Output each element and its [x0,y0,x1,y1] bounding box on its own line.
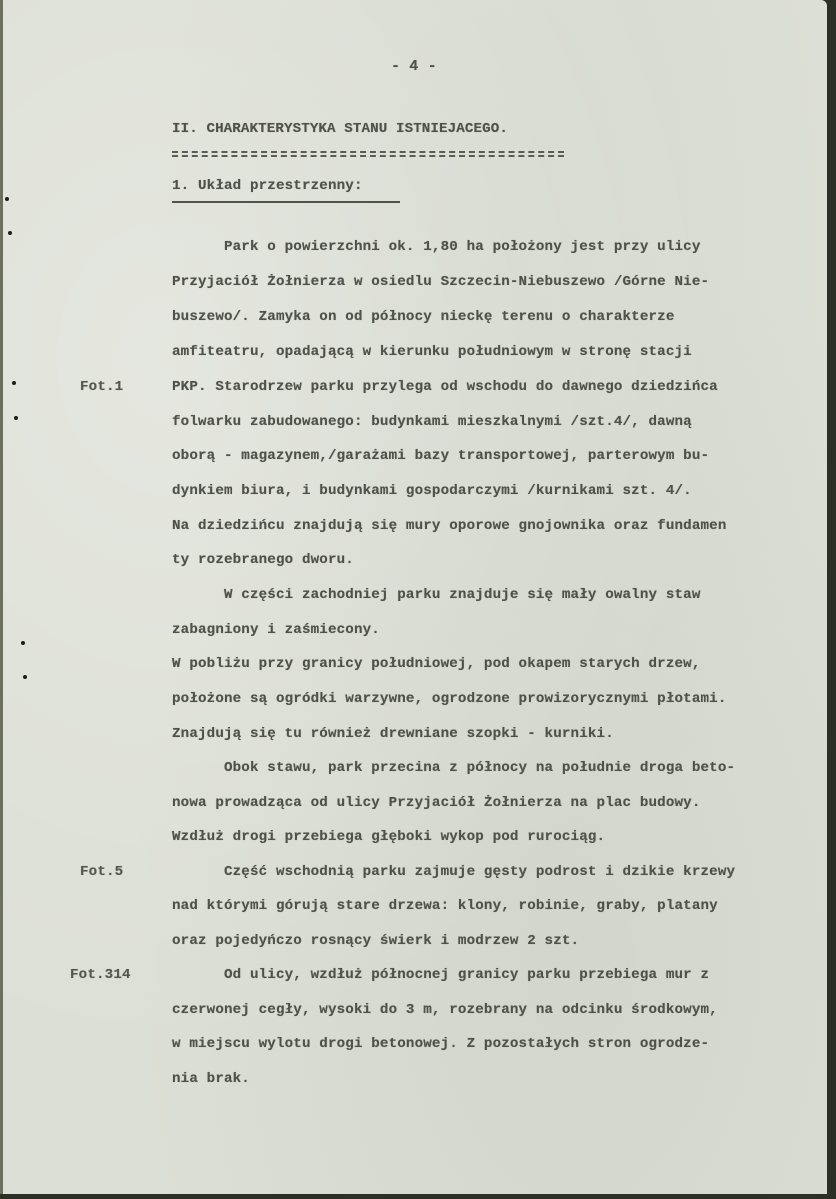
subsection-heading-underline [172,201,400,203]
text-line: PKP. Starodrzew parku przylega od wschodu do dawnego dziedzińca [172,379,718,395]
punch-mark [23,675,27,679]
text-line: ty rozebranego dworu. [172,552,354,568]
text-line: Park o powierzchni ok. 1,80 ha położony jest przy ulicy [172,239,701,255]
text-line: Na dziedzińcu znajdują się mury oporowe gnojownika oraz fundamen [172,518,727,534]
margin-note-photo-ref: Fot.314 [70,967,131,983]
section-heading: II. CHARAKTERYSTYKA STANU ISTNIEJACEGO. [172,121,508,137]
punch-mark [8,231,12,235]
text-line: amfiteatru, opadającą w kierunku południowym w stronę stacji [172,344,692,360]
text-line: Przyjaciół Żołnierza w osiedlu Szczecin-Niebuszewo /Górne Nie- [172,274,710,290]
text-line: oraz pojedyńczo rosnący świerk i modrzew 2 szt. [172,933,580,949]
text-line: Część wschodnią parku zajmuje gęsty podrost i dzikie krzewy [172,864,736,880]
text-line: w miejscu wylotu drogi betonowej. Z pozostałych stron ogrodze- [172,1036,710,1052]
text-line: nia brak. [172,1071,250,1087]
text-line: zabagniony i zaśmiecony. [172,622,380,638]
text-line: W pobliżu przy granicy południowej, pod okapem starych drzew, [172,656,701,672]
text-line: czerwonej cegły, wysoki do 3 m, rozebrany na odcinku środkowym, [172,1002,718,1018]
text-line: położone są ogródki warzywne, ogrodzone prowizorycznymi płotami. [172,691,727,707]
page-number: - 4 - [391,58,437,75]
punch-mark [21,641,25,645]
text-line: nowa prowadząca od ulicy Przyjaciół Żołnierza na plac budowy. [172,795,701,811]
text-line: Wzdłuż drogi przebiega głęboki wykop pod rurociąg. [172,829,606,845]
text-line: oborą - magazynem,/garażami bazy transportowej, parterowym bu- [172,448,710,464]
section-heading-double-underline [172,151,564,157]
subsection-heading: 1. Układ przestrzenny: [172,178,363,194]
text-line: W części zachodniej parku znajduje się mały owalny staw [172,587,701,603]
punch-mark [5,197,9,201]
text-line: nad którymi górują stare drzewa: klony, robinie, graby, platany [172,898,718,914]
punch-mark [14,416,18,420]
text-line: folwarku zabudowanego: budynkami mieszkalnymi /szt.4/, dawną [172,414,692,430]
text-line: Obok stawu, park przecina z północy na południe droga beto- [172,760,736,776]
margin-note-photo-ref: Fot.1 [80,379,124,395]
text-line: Znajdują się tu również drewniane szopki - kurniki. [172,726,614,742]
text-line: dynkiem biura, i budynkami gospodarczymi /kurnikami szt. 4/. [172,483,692,499]
text-line: buszewo/. Zamyka on od północy nieckę terenu o charakterze [172,309,675,325]
margin-note-photo-ref: Fot.5 [80,864,124,880]
text-line: Od ulicy, wzdłuż północnej granicy parku przebiega mur z [172,967,710,983]
punch-mark [12,381,16,385]
